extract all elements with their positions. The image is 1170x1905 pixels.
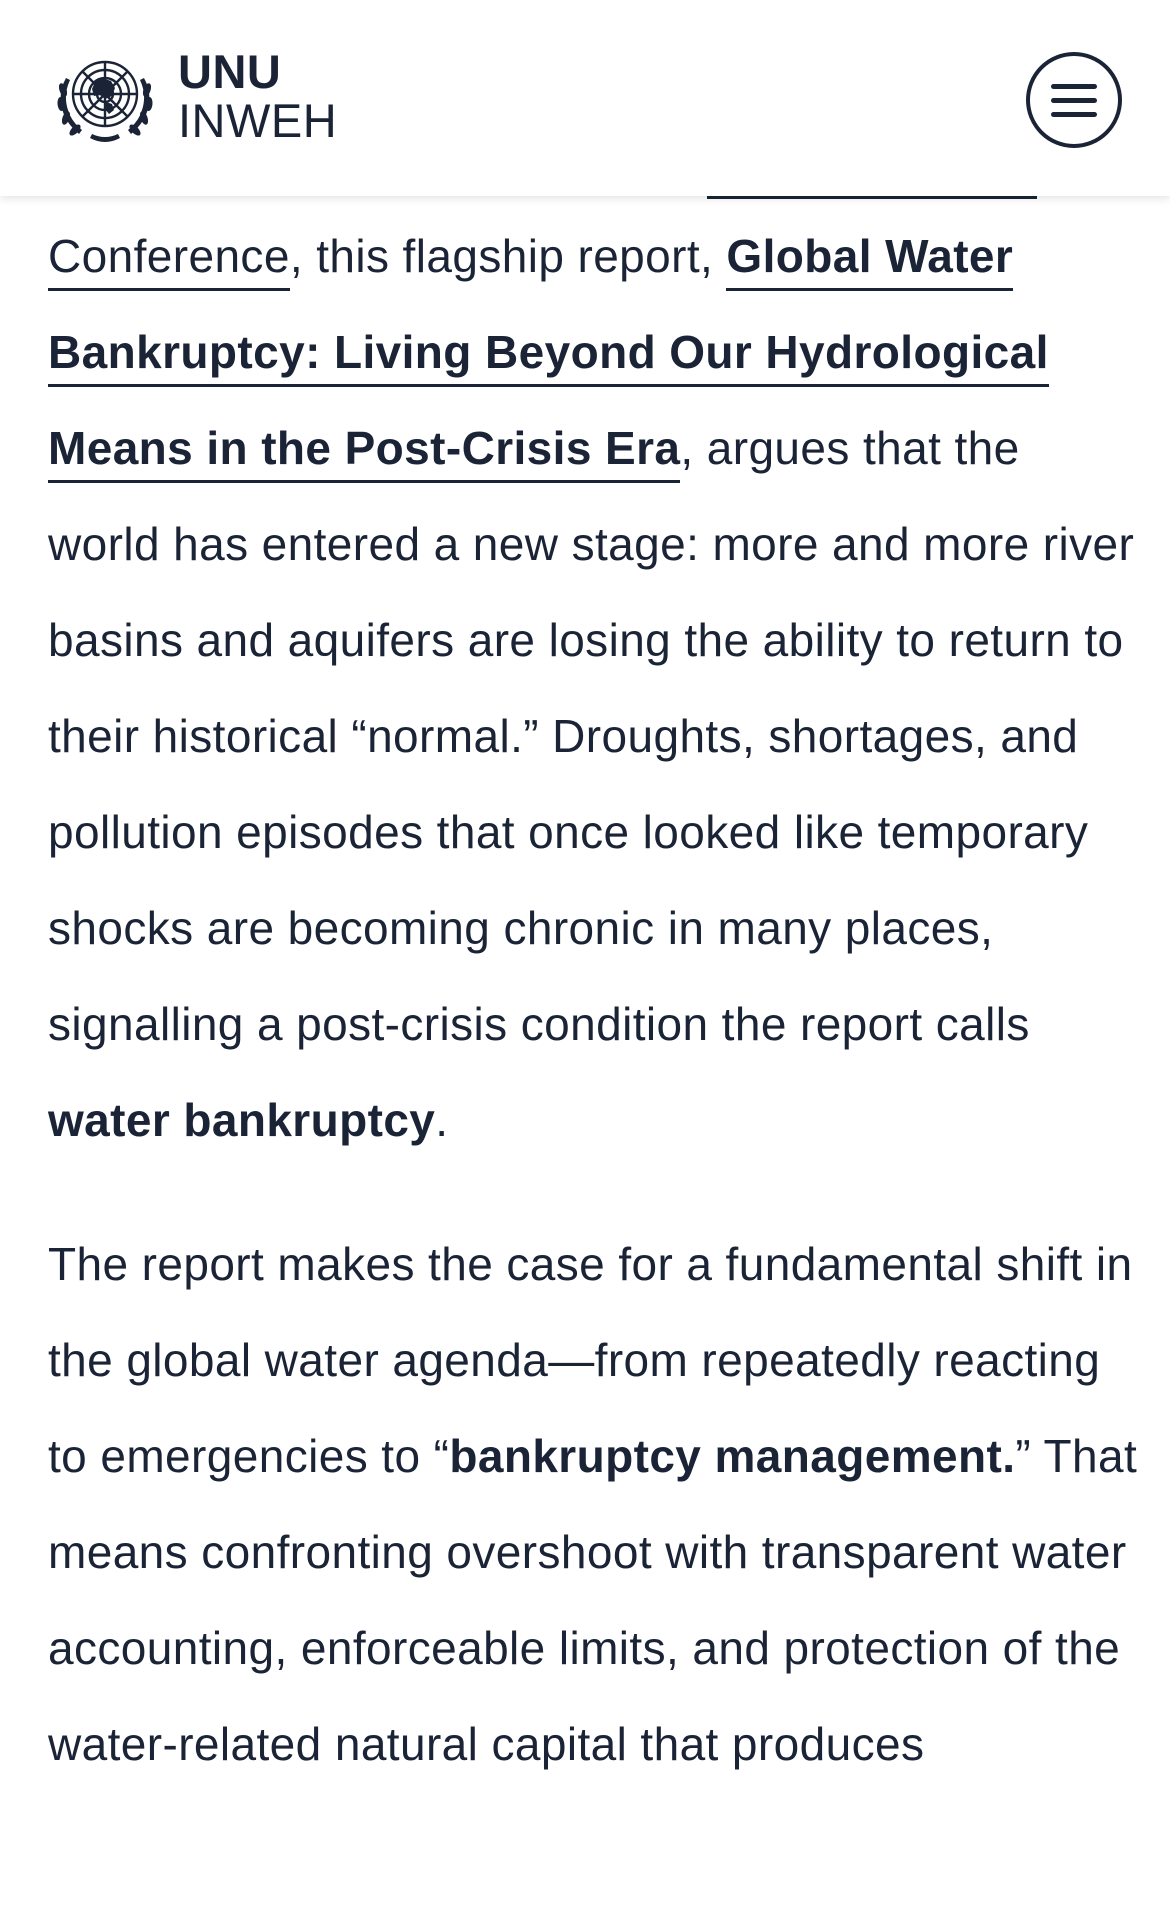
menu-button[interactable]: [1026, 52, 1122, 148]
paragraph: [48, 1216, 1138, 1792]
key-term: water bankruptcy: [48, 1094, 436, 1146]
key-term: bankruptcy management.: [449, 1430, 1016, 1482]
brand-name-top: UNU: [178, 45, 282, 98]
hamburger-menu-icon-bar: [1051, 112, 1097, 117]
hamburger-menu-icon-bar: [1051, 98, 1097, 103]
conference-link[interactable]: Conference: [48, 230, 290, 291]
site-header: [0, 0, 1170, 196]
brand-name[interactable]: [178, 45, 338, 147]
paragraph: [48, 208, 1138, 1168]
paragraph-text: , this flagship report,: [289, 230, 727, 282]
article-body: [48, 208, 1138, 1792]
link-underline-fragment: [707, 196, 1037, 199]
hamburger-menu-icon: [1051, 84, 1097, 89]
paragraph-text: The report makes the case for a fundamental shift in the global water agenda—from repeatedly reacting to emergencies to “: [48, 1238, 1133, 1482]
paragraph-text: ” That means confronting overshoot with transparent water accounting, enforceable limits, and protection of the water-related natural capital that produces: [48, 1430, 1138, 1770]
brand-name-bottom: INWEH: [178, 94, 338, 147]
paragraph-text: , argues that the world has entered a new stage: more and more river basins and aquifers are losing the ability to return to their historical “normal.” Droughts, shortages, and pollution episodes that once looked like temporary shocks are becoming chronic in many places, signalling a post-crisis condition the report calls: [48, 422, 1135, 1050]
un-emblem-icon[interactable]: [46, 48, 164, 148]
report-title-link[interactable]: Global Water Bankruptcy: Living Beyond Our Hydrological Means in the Post-Crisis Era: [48, 230, 1049, 483]
paragraph-text: .: [435, 1094, 449, 1146]
